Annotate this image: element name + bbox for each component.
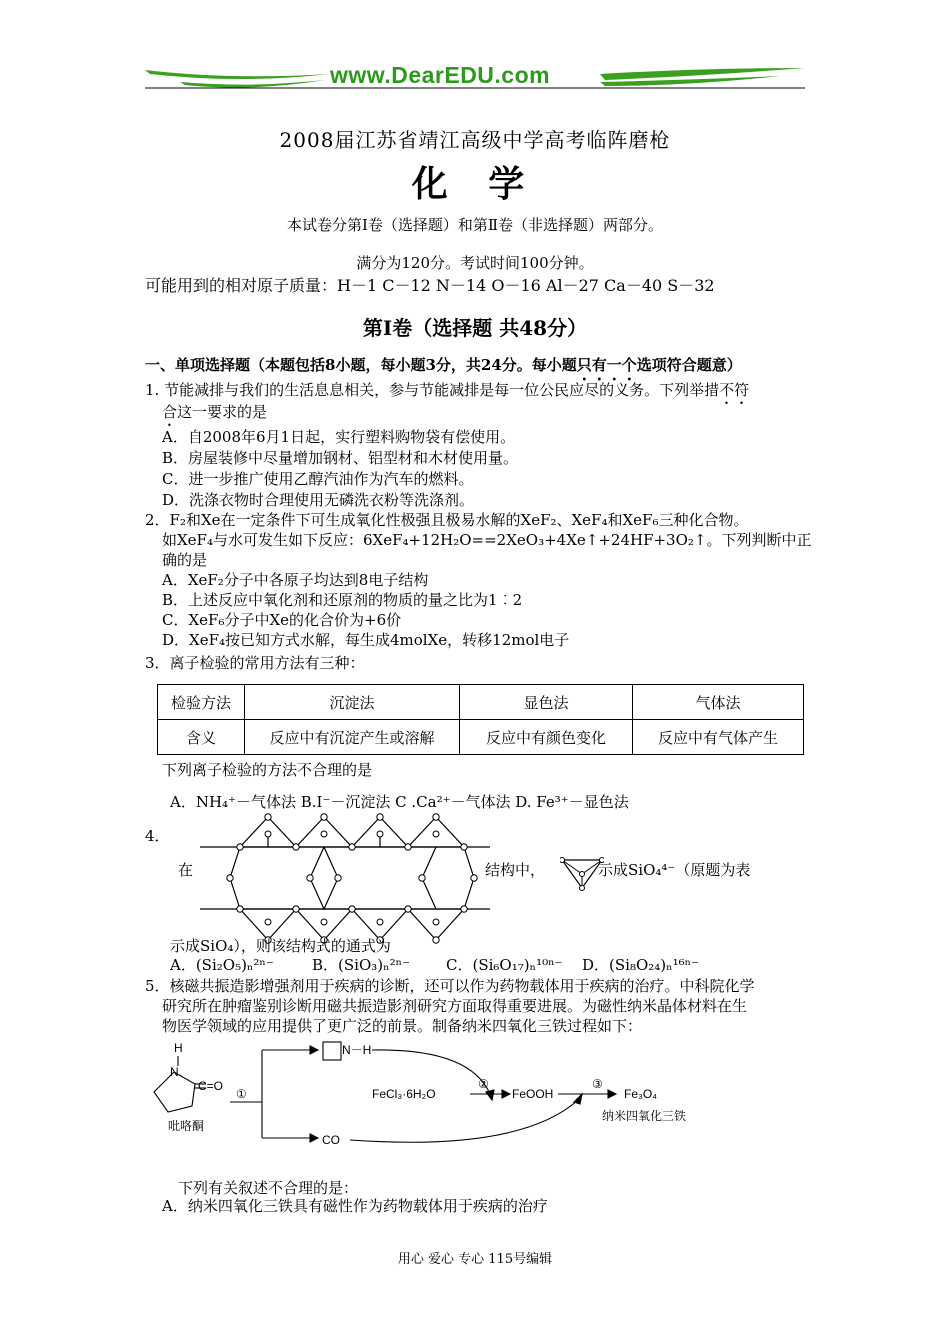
left-swoosh	[145, 70, 330, 79]
table-cell: 反应中有颜色变化	[460, 720, 633, 755]
table-cell: 反应中有沉淀产生或溶解	[245, 720, 460, 755]
q2-option-d: D．XeF₄按已知方式水解，每生成4molXe，转移12mol电子	[162, 631, 570, 649]
q4-number: 4．	[145, 827, 170, 845]
q5-stem-3: 物医学领域的应用提供了更广泛的前景。制备纳米四氧化三铁过程如下：	[162, 1017, 643, 1035]
silicate-chain-diagram	[200, 812, 490, 952]
step2-label: ②	[478, 1077, 489, 1091]
page-footer: 用心 爱心 专心 115号编辑	[397, 1252, 553, 1267]
synthesis-scheme	[140, 1040, 720, 1160]
q2-option-a: A．XeF₂分子中各原子均达到8电子结构	[162, 571, 429, 589]
score-line: 满分为120分。考试时间100分钟。	[356, 254, 594, 272]
table-cell: 气体法	[633, 685, 804, 720]
q4-option-c: C．(Si₆O₁₇)ₙ¹⁰ⁿ⁻	[446, 956, 563, 974]
table-cell: 检验方法	[158, 685, 245, 720]
q2-option-b: B．上述反应中氧化剂和还原剂的物质的量之比为1︰2	[162, 591, 523, 609]
table-cell: 含义	[158, 720, 245, 755]
site-name: www.DearEDU.com	[330, 62, 551, 88]
q2-stem-2: 如XeF₄与水可发生如下反应：6XeF₄+12H₂O==2XeO₃+4Xe↑+24HF+3O₂↑。下列判断中正	[162, 531, 812, 549]
q2-stem-3: 确的是	[162, 551, 208, 569]
q2-option-c: C．XeF₆分子中Xe的化合价为+6价	[162, 611, 402, 629]
table-cell: 沉淀法	[245, 685, 460, 720]
fecl3-label: FeCl₃·6H₂O	[372, 1087, 436, 1101]
right-swoosh	[600, 68, 805, 80]
q1-stem-2: 合这一要求的是	[162, 403, 268, 421]
part-instruction: 一、单项选择题（本题包括8小题，每小题3分，共24分。每小题只有一个选项符合题意）	[145, 356, 742, 374]
q1-option-b: B．房屋装修中尽量增加钢材、铝型材和木材使用量。	[162, 449, 519, 467]
q5-stem-2: 研究所在肿瘤鉴别诊断用磁共振造影剂研究方面取得重要进展。为磁性纳米晶体材料在生	[162, 997, 748, 1015]
pyrrolidone-label: 吡咯酮	[168, 1119, 205, 1133]
fe3o4-label: Fe₃O₄	[624, 1087, 658, 1101]
section-heading: 第Ⅰ卷（选择题 共48分）	[362, 316, 588, 340]
q4-zai: 在	[178, 861, 194, 879]
q4-representation: 示成SiO₄⁴⁻（原题为表	[598, 861, 751, 879]
table-row	[158, 720, 804, 755]
q1-option-a: A．自2008年6月1日起，实行塑料购物袋有偿使用。	[162, 428, 516, 446]
left-swoosh-2	[180, 80, 325, 88]
exam-title: 2008届江苏省靖江高级中学高考临阵磨枪	[279, 128, 671, 152]
q4-option-b: B．(SiO₃)ₙ²ⁿ⁻	[312, 956, 411, 974]
n-label: N	[170, 1065, 179, 1079]
q5-ask: 下列有关叙述不合理的是：	[178, 1179, 359, 1197]
table-row	[158, 685, 804, 720]
nh-label: N－H	[342, 1043, 372, 1057]
step3-label: ③	[592, 1077, 603, 1091]
q4-option-a: A．(Si₂O₅)ₙ²ⁿ⁻	[170, 956, 274, 974]
table-cell: 显色法	[460, 685, 633, 720]
atomic-masses: 可能用到的相对原子质量：H－1 C－12 N－14 O－16 Al－27 Ca－40 S－32	[145, 276, 715, 295]
q4-tail: 示成SiO₄），则该结构式的通式为	[170, 937, 391, 955]
q3-options: A．NH₄⁺－气体法 B.I⁻－沉淀法 C .Ca²⁺－气体法 D. Fe³⁺－显色法	[170, 793, 629, 811]
co-label: CO	[322, 1133, 340, 1147]
q4-mid: 结构中，	[485, 861, 546, 879]
intro-line: 本试卷分第Ⅰ卷（选择题）和第Ⅱ卷（非选择题）两部分。	[286, 216, 664, 234]
nano-label: 纳米四氧化三铁	[602, 1109, 687, 1123]
ion-test-table	[157, 684, 804, 755]
feooh-label: FeOOH	[512, 1087, 554, 1101]
q5-stem-1: 5．核磁共振造影增强剂用于疾病的诊断，还可以作为药物载体用于疾病的治疗。中科院化学	[145, 977, 755, 995]
q3-ask: 下列离子检验的方法不合理的是	[162, 761, 373, 779]
co-ring-label: C=O	[198, 1079, 224, 1093]
step1-label: ①	[236, 1087, 247, 1101]
table-cell: 反应中有气体产生	[633, 720, 804, 755]
q3-stem: 3．离子检验的常用方法有三种：	[145, 654, 365, 672]
h-label: H	[174, 1041, 183, 1055]
q2-stem-1: 2．F₂和Xe在一定条件下可生成氧化性极强且极易水解的XeF₂、XeF₄和XeF₆三种化合物。	[145, 511, 749, 529]
subject-title: 化 学	[411, 163, 539, 205]
q4-option-d: D．(Si₈O₂₄)ₙ¹⁶ⁿ⁻	[582, 956, 700, 974]
q1-stem: 1. 节能减排与我们的生活息息相关，参与节能减排是每一位公民应尽的义务。下列举措不符	[145, 381, 750, 399]
q5-option-a: A．纳米四氧化三铁具有磁性作为药物载体用于疾病的治疗	[162, 1197, 548, 1215]
q1-option-d: D．洗涤衣物时合理使用无磷洗衣粉等洗涤剂。	[162, 491, 475, 509]
q1-option-c: C．进一步推广使用乙醇汽油作为汽车的燃料。	[162, 470, 474, 488]
